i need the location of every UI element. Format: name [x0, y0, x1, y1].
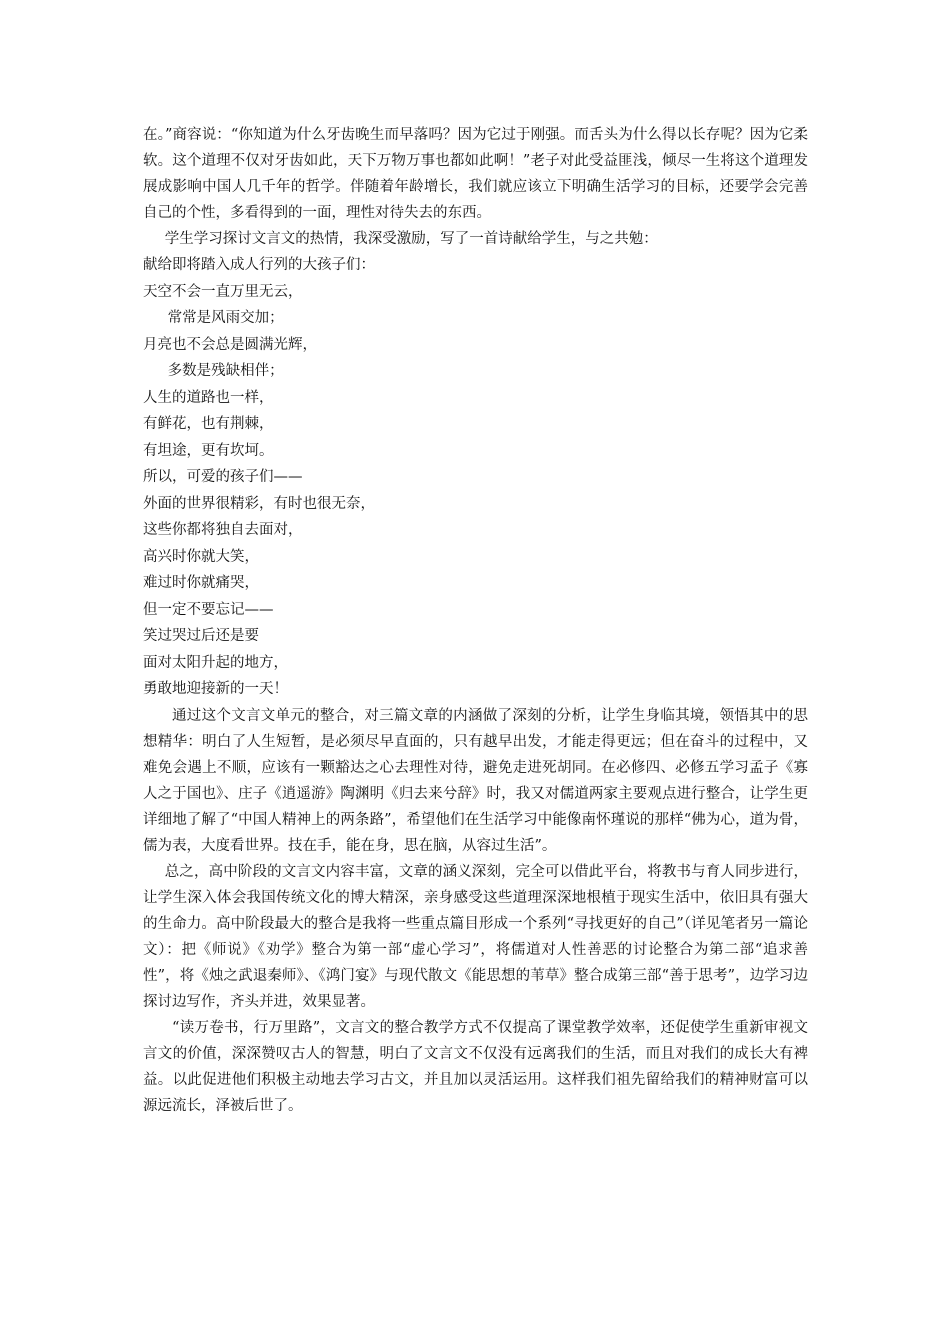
poem-line: 外面的世界很精彩，有时也很无奈，	[143, 495, 375, 512]
poem-line: 面对太阳升起的地方，	[143, 654, 288, 671]
poem	[143, 252, 808, 703]
poem-line: 笑过哭过后还是要	[143, 628, 259, 644]
paragraph-unit-integration: 通过这个文言文单元的整合，对三篇文章的内涵做了深刻的分析，让学生身临其境，领悟其中的思想精华：明白了人生短暂，是必须尽早直面的，只有越早出发，才能走得更远；但在奋斗的过程中，又难免会遇上不顺，应该有一颗豁达之心去理性对待，避免走进死胡同。在必修四、必修五学习孟子《寡人之于国也》、庄子《逍遥游》陶渊明《归去来兮辞》时，我又对儒道两家主要观点进行整合，让学生更详细地了解了“中国人精神上的两条路”，希望他们在生活学习中能像南怀瑾说的那样“佛为心，道为骨，儒为表，大度看世界。技在手，能在身，思在脑，从容过生活”。	[143, 707, 808, 854]
poem-line: 月亮也不会总是圆满光辉，	[143, 336, 317, 353]
document-body	[143, 122, 808, 1119]
paragraph-conclusion: “读万卷书，行万里路”，文言文的整合教学方式不仅提高了课堂教学效率，还促使学生重新审视文言文的价值，深深赞叹古人的智慧，明白了文言文不仅没有远离我们的生活，而且对我们的成长大有裨益。以此促进他们积极主动地去学习古文，并且加以灵活运用。这样我们祖先留给我们的精神财富可以源远流长，泽被后世了。	[143, 1019, 808, 1114]
poem-line: 有坦途，更有坎坷。	[143, 442, 274, 459]
poem-line: 但一定不要忘记——	[143, 601, 274, 618]
poem-line: 人生的道路也一样，	[143, 389, 274, 406]
poem-line: 这些你都将独自去面对，	[143, 522, 303, 538]
poem-line: 勇敢地迎接新的一天！	[143, 681, 288, 697]
paragraph-shang-rong-story: 在。”商容说：“你知道为什么牙齿晚生而早落吗？因为它过于刚强。而舌头为什么得以长存呢？因为它柔软。这个道理不仅对牙齿如此，天下万物万事也都如此啊！”老子对此受益匪浅，倾尽一生将这个道理发展成影响中国人几千年的哲学。伴随着年龄增长，我们就应该立下明确生活学习的目标，还要学会完善自己的个性，多看得到的一面，理性对待失去的东西。	[143, 127, 808, 221]
poem-line: 所以，可爱的孩子们——	[143, 469, 303, 485]
poem-line: 多数是残缺相伴；	[167, 363, 284, 379]
paragraph-summary: 总之，高中阶段的文言文内容丰富，文章的涵义深刻，完全可以借此平台，将教书与育人同步进行，让学生深入体会我国传统文化的博大精深，亲身感受这些道理深深地根植于现实生活中，依旧具有强大的生命力。高中阶段最大的整合是我将一些重点篇目形成一个系列“寻找更好的自己”（详见笔者另一篇论文）：把《师说》《劝学》整合为第一部“虚心学习”，将儒道对人性善恶的讨论整合为第二部“追求善性”，将《烛之武退秦师》、《鸿门宴》与现代散文《能思想的苇草》整合成第三部“善于思考”，边学习边探讨边写作，齐头并进，效果显著。	[143, 863, 808, 1010]
poem-line: 高兴时你就大笑，	[143, 548, 259, 565]
poem-line: 天空不会一直万里无云，	[143, 283, 303, 300]
poem-line: 难过时你就痛哭，	[143, 575, 259, 591]
poem-dedication: 献给即将踏入成人行列的大孩子们：	[143, 257, 375, 273]
paragraph-poem-intro: 学生学习探讨文言文的热情，我深受激励，写了一首诗献给学生，与之共勉：	[164, 231, 658, 247]
poem-line: 常常是风雨交加；	[167, 310, 284, 326]
poem-line: 有鲜花，也有荆棘，	[143, 416, 274, 432]
